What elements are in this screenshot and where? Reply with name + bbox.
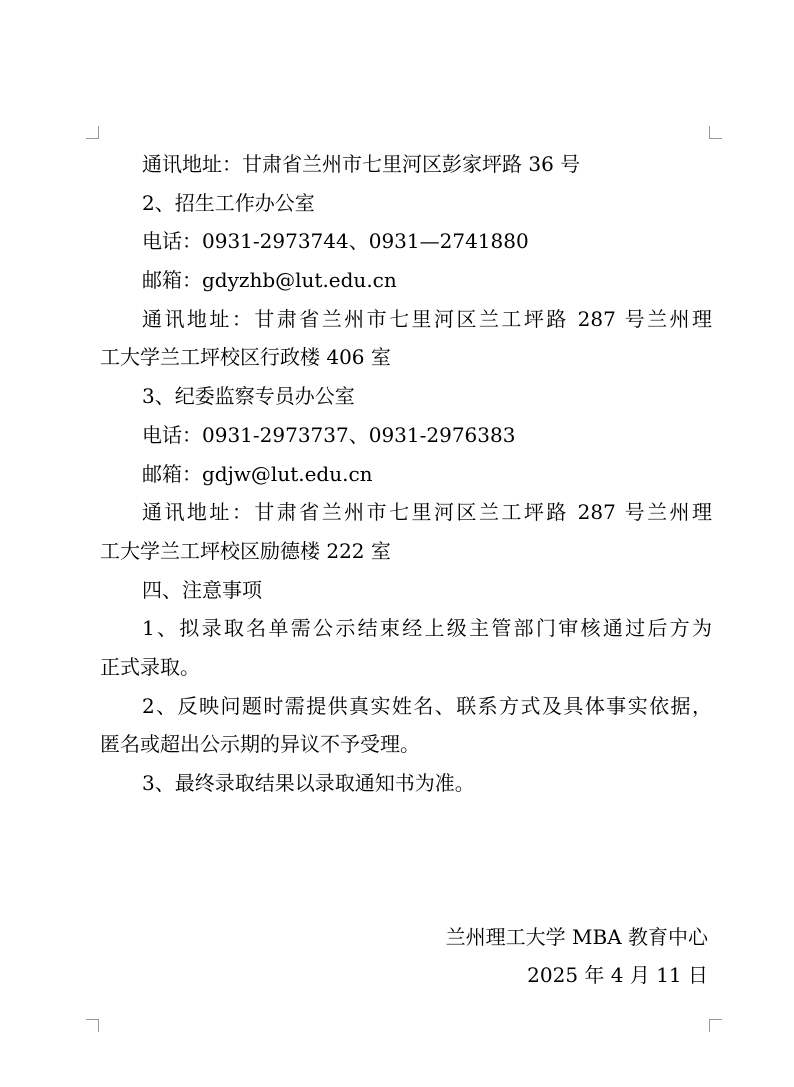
note3: 3、最终录取结果以录取通知书为准。 <box>142 771 475 795</box>
supervision-office-address-line1: 通讯地址：甘肃省兰州市七里河区兰工坪路 287 号兰州理 <box>142 500 712 525</box>
signature-date: 2025 年 4 月 11 日 <box>527 963 708 987</box>
notes-heading: 四、注意事项 <box>142 577 262 602</box>
admissions-office-address-line2: 工大学兰工坪校区行政楼 406 室 <box>100 345 391 370</box>
admissions-office-address-line1: 通讯地址：甘肃省兰州市七里河区兰工坪路 287 号兰州理 <box>142 306 712 331</box>
supervision-office-phone: 电话：0931-2973737、0931-2976383 <box>142 422 516 447</box>
admissions-office-heading: 2、招生工作办公室 <box>142 190 315 215</box>
document-body <box>100 145 712 803</box>
signature-block <box>446 918 708 994</box>
page-corner-mark-top-left <box>86 126 99 139</box>
page-corner-mark-bottom-right <box>709 1019 722 1032</box>
supervision-office-address-line2: 工大学兰工坪校区励德楼 222 室 <box>100 538 391 563</box>
supervision-office-email: 邮箱：gdjw@lut.edu.cn <box>142 461 373 486</box>
admissions-office-email: 邮箱：gdyzhb@lut.edu.cn <box>142 268 397 293</box>
note2-line2: 匿名或超出公示期的异议不予受理。 <box>100 732 420 757</box>
page-corner-mark-bottom-left <box>86 1019 99 1032</box>
supervision-office-heading: 3、纪委监察专员办公室 <box>142 384 355 409</box>
signature-organization: 兰州理工大学 MBA 教育中心 <box>445 925 708 949</box>
note1-line1: 1、拟录取名单需公示结束经上级主管部门审核通过后方为 <box>142 616 712 641</box>
note2-line1: 2、反映问题时需提供真实姓名、联系方式及具体事实依据， <box>142 693 712 718</box>
item1-address: 通讯地址：甘肃省兰州市七里河区彭家坪路 36 号 <box>142 152 581 176</box>
page-corner-mark-top-right <box>709 126 722 139</box>
note1-line2: 正式录取。 <box>100 654 200 679</box>
admissions-office-phone: 电话：0931-2973744、0931—2741880 <box>142 229 529 254</box>
